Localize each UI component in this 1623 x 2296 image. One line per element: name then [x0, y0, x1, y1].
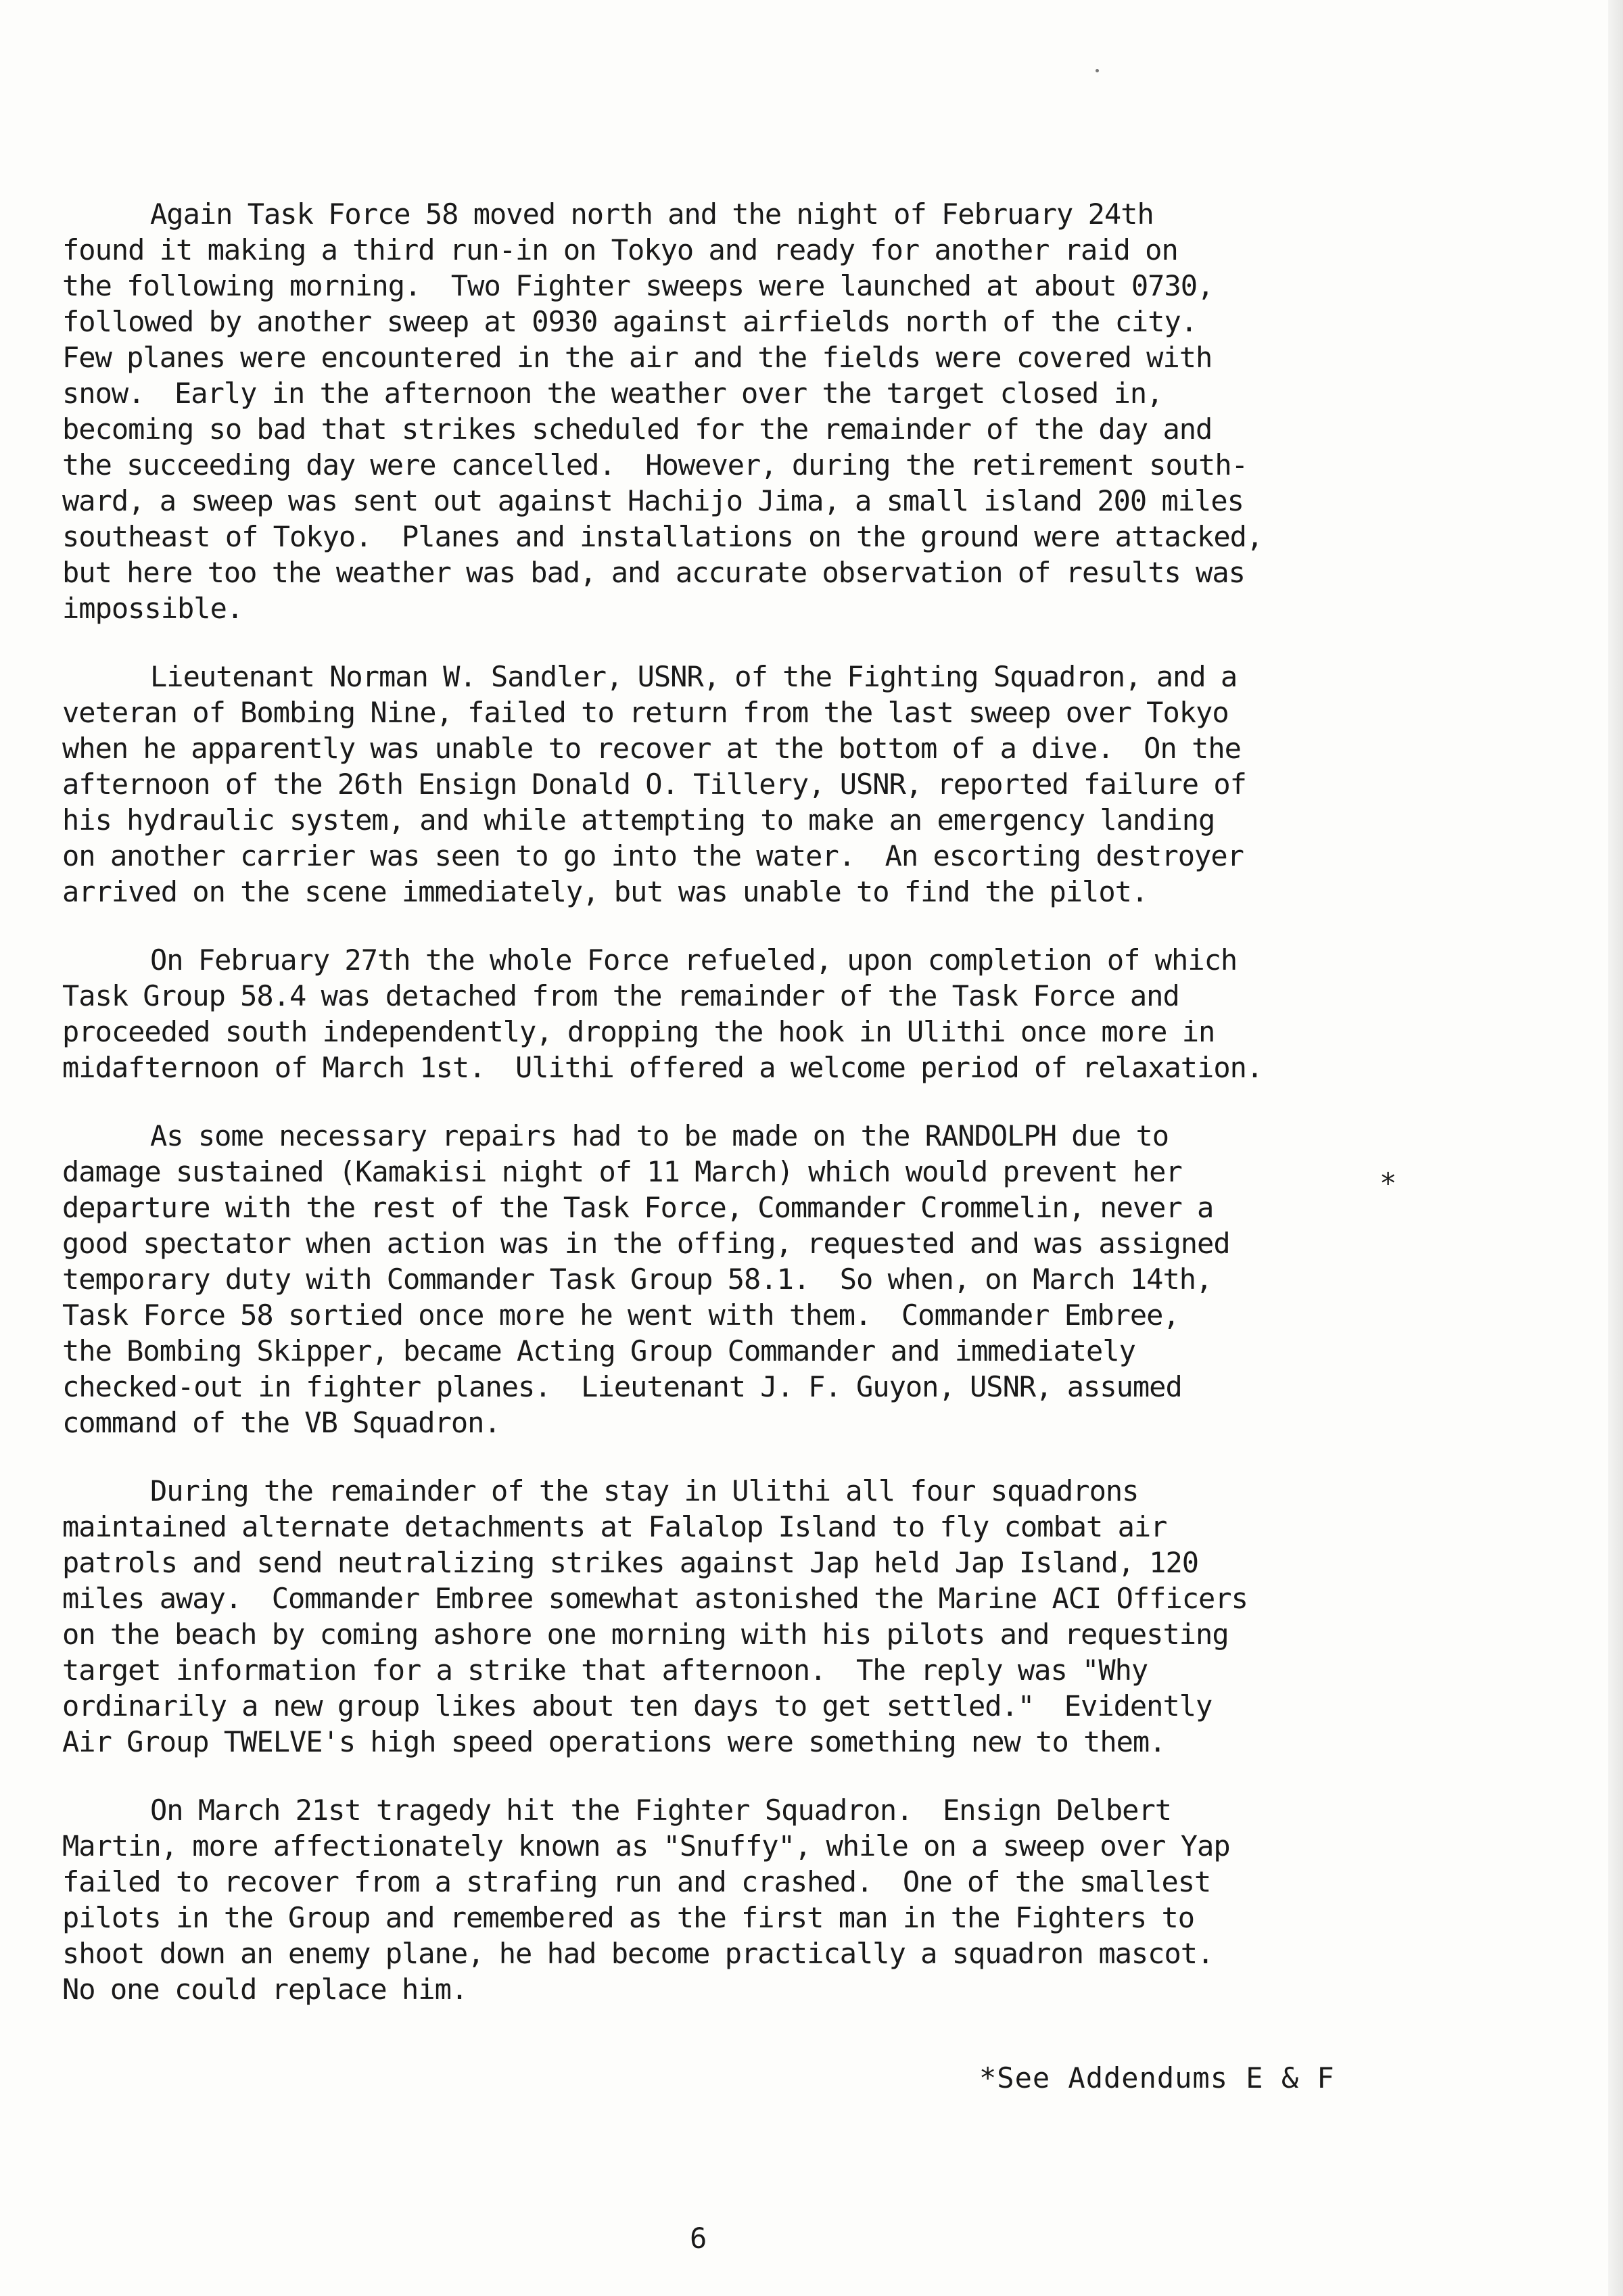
text-line: failed to recover from a strafing run and crashed. One of the smallest	[62, 1865, 1211, 1898]
text-line: becoming so bad that strikes scheduled for the remainder of the day and	[62, 413, 1213, 446]
text-line: Task Force 58 sortied once more he went with them. Commander Embree,	[62, 1298, 1179, 1332]
text-line: shoot down an enemy plane, he had become practically a squadron mascot.	[62, 1937, 1214, 1970]
text-line: veteran of Bombing Nine, failed to return from the last sweep over Tokyo	[62, 696, 1229, 729]
body-text	[62, 196, 1388, 2040]
text-line: target information for a strike that afternoon. The reply was "Why	[62, 1654, 1148, 1687]
text-line: found it making a third run-in on Tokyo and ready for another raid on	[62, 233, 1178, 266]
paragraph-3	[62, 942, 1388, 1085]
text-line: the following morning. Two Fighter sweeps were launched at about 0730,	[62, 269, 1214, 302]
text-line: On March 21st tragedy hit the Fighter Squadron. Ensign Delbert	[150, 1794, 1172, 1827]
text-line: good spectator when action was in the offing, requested and was assigned	[62, 1227, 1230, 1260]
text-line: During the remainder of the stay in Ulithi all four squadrons	[150, 1474, 1139, 1507]
text-line: departure with the rest of the Task Force, Commander Crommelin, never a	[62, 1191, 1214, 1224]
text-line: pilots in the Group and remembered as the first man in the Fighters to	[62, 1901, 1195, 1934]
text-line: Task Group 58.4 was detached from the remainder of the Task Force and	[62, 979, 1179, 1012]
text-line: command of the VB Squadron.	[62, 1406, 500, 1439]
text-line: Air Group TWELVE's high speed operations were something new to them.	[62, 1725, 1166, 1758]
text-line: temporary duty with Commander Task Group 58.1. So when, on March 14th,	[62, 1263, 1213, 1296]
text-line: Again Task Force 58 moved north and the night of February 24th	[150, 197, 1154, 231]
paragraph-6	[62, 1792, 1388, 2007]
text-line: on another carrier was seen to go into the water. An escorting destroyer	[62, 839, 1244, 872]
text-line: No one could replace him.	[62, 1973, 468, 2006]
paragraph-1	[62, 196, 1388, 626]
text-line: but here too the weather was bad, and accurate observation of results was	[62, 556, 1245, 589]
text-line: southeast of Tokyo. Planes and installations on the ground were attacked,	[62, 520, 1263, 553]
text-line: proceeded south independently, dropping the hook in Ulithi once more in	[62, 1015, 1215, 1048]
text-line: followed by another sweep at 0930 against airfields north of the city.	[62, 305, 1198, 338]
paragraph-4	[62, 1118, 1388, 1440]
text-line: Few planes were encountered in the air and the fields were covered with	[62, 341, 1213, 374]
text-line: on the beach by coming ashore one morning with his pilots and requesting	[62, 1618, 1229, 1651]
text-line: As some necessary repairs had to be made on the RANDOLPH due to	[150, 1119, 1169, 1152]
text-line: midafternoon of March 1st. Ulithi offered a welcome period of relaxation.	[62, 1051, 1263, 1084]
text-line: afternoon of the 26th Ensign Donald O. Tillery, USNR, reported failure of	[62, 768, 1246, 801]
paragraph-2	[62, 659, 1388, 910]
text-line: Martin, more affectionately known as "Snuffy", while on a sweep over Yap	[62, 1829, 1230, 1862]
text-line: arrived on the scene immediately, but was unable to find the pilot.	[62, 875, 1148, 908]
text-line: ordinarily a new group likes about ten days to get settled." Evidently	[62, 1689, 1213, 1723]
text-line: maintained alternate detachments at Falalop Island to fly combat air	[62, 1510, 1167, 1543]
margin-asterisk: *	[1380, 1167, 1397, 1200]
text-line: when he apparently was unable to recover at the bottom of a dive. On the	[62, 732, 1241, 765]
page-number: 6	[690, 2222, 707, 2255]
paragraph-5	[62, 1473, 1388, 1760]
paper-speck	[1096, 69, 1099, 72]
footnote-addendums: *See Addendums E & F	[979, 2061, 1335, 2094]
text-line: checked-out in fighter planes. Lieutenant J. F. Guyon, USNR, assumed	[62, 1370, 1182, 1403]
page-edge-shadow	[1608, 0, 1623, 2296]
text-line: miles away. Commander Embree somewhat astonished the Marine ACI Officers	[62, 1582, 1248, 1615]
text-line: snow. Early in the afternoon the weather over the target closed in,	[62, 377, 1163, 410]
text-line: his hydraulic system, and while attempting to make an emergency landing	[62, 803, 1215, 837]
text-line: Lieutenant Norman W. Sandler, USNR, of the Fighting Squadron, and a	[150, 660, 1238, 693]
text-line: impossible.	[62, 592, 243, 625]
text-line: the succeeding day were cancelled. However, during the retirement south-	[62, 448, 1248, 482]
text-line: damage sustained (Kamakisi night of 11 March) which would prevent her	[62, 1155, 1182, 1188]
text-line: On February 27th the whole Force refueled, upon completion of which	[150, 943, 1238, 977]
text-line: the Bombing Skipper, became Acting Group Commander and immediately	[62, 1334, 1135, 1367]
text-line: ward, a sweep was sent out against Hachijo Jima, a small island 200 miles	[62, 484, 1244, 517]
text-line: patrols and send neutralizing strikes against Jap held Jap Island, 120	[62, 1546, 1199, 1579]
